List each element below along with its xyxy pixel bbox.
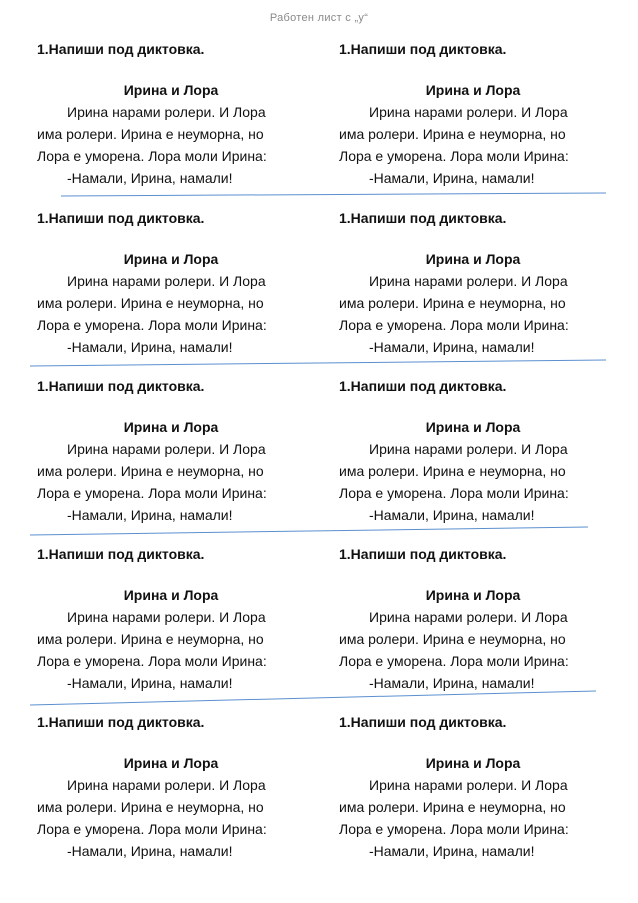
- story-title: Ирина и Лора: [123, 755, 219, 771]
- story-line: Лора е уморена. Лора моли Ирина:: [339, 821, 569, 837]
- story-line: Лора е уморена. Лора моли Ирина:: [339, 653, 569, 669]
- story-text: [37, 606, 305, 694]
- story-title: Ирина и Лора: [123, 251, 219, 267]
- task-heading: 1.Напиши под диктовка.: [37, 546, 205, 562]
- task-heading: 1.Напиши под диктовка.: [37, 41, 205, 57]
- task-heading: 1.Напиши под диктовка.: [37, 714, 205, 730]
- story-title: Ирина и Лора: [123, 587, 219, 603]
- story-line: има ролери. Ирина е неуморна, но: [339, 799, 566, 815]
- story-line: Ирина нарами ролери. И Лора: [67, 273, 266, 289]
- story-line: -Намали, Ирина, намали!: [369, 507, 535, 523]
- task-heading: 1.Напиши под диктовка.: [339, 714, 507, 730]
- story-title: Ирина и Лора: [425, 419, 521, 435]
- dictation-block: [339, 545, 607, 694]
- story-line: Ирина нарами ролери. И Лора: [369, 104, 568, 120]
- story-line: има ролери. Ирина е неуморна, но: [37, 126, 264, 142]
- story-line: Лора е уморена. Лора моли Ирина:: [37, 653, 267, 669]
- story-line: Ирина нарами ролери. И Лора: [369, 777, 568, 793]
- story-text: [339, 774, 607, 862]
- story-line: -Намали, Ирина, намали!: [67, 843, 233, 859]
- worksheet-row: [0, 40, 638, 208]
- dictation-block: [339, 40, 607, 189]
- story-line: Лора е уморена. Лора моли Ирина:: [37, 148, 267, 164]
- dictation-block: [339, 209, 607, 358]
- story-text: [37, 438, 305, 526]
- dictation-block: [339, 377, 607, 526]
- story-line: Ирина нарами ролери. И Лора: [67, 777, 266, 793]
- story-line: Лора е уморена. Лора моли Ирина:: [339, 485, 569, 501]
- story-line: Лора е уморена. Лора моли Ирина:: [339, 317, 569, 333]
- story-line: -Намали, Ирина, намали!: [369, 675, 535, 691]
- story-line: има ролери. Ирина е неуморна, но: [339, 631, 566, 647]
- story-line: има ролери. Ирина е неуморна, но: [37, 631, 264, 647]
- task-heading: 1.Напиши под диктовка.: [339, 41, 507, 57]
- story-line: -Намали, Ирина, намали!: [67, 339, 233, 355]
- story-line: -Намали, Ирина, намали!: [369, 170, 535, 186]
- story-line: Ирина нарами ролери. И Лора: [369, 273, 568, 289]
- story-line: има ролери. Ирина е неуморна, но: [37, 799, 264, 815]
- story-line: -Намали, Ирина, намали!: [369, 339, 535, 355]
- story-line: има ролери. Ирина е неуморна, но: [339, 463, 566, 479]
- dictation-block: [37, 40, 305, 189]
- story-line: има ролери. Ирина е неуморна, но: [339, 295, 566, 311]
- story-line: Ирина нарами ролери. И Лора: [67, 104, 266, 120]
- worksheet-row: [0, 377, 638, 545]
- story-line: Ирина нарами ролери. И Лора: [67, 441, 266, 457]
- story-text: [37, 270, 305, 358]
- worksheet-row: [0, 545, 638, 713]
- story-line: има ролери. Ирина е неуморна, но: [37, 463, 264, 479]
- story-line: Ирина нарами ролери. И Лора: [369, 441, 568, 457]
- story-line: Лора е уморена. Лора моли Ирина:: [37, 821, 267, 837]
- story-text: [339, 606, 607, 694]
- story-line: Ирина нарами ролери. И Лора: [67, 609, 266, 625]
- story-title: Ирина и Лора: [425, 251, 521, 267]
- dictation-block: [37, 377, 305, 526]
- story-line: -Намали, Ирина, намали!: [67, 170, 233, 186]
- worksheet-row: [0, 713, 638, 881]
- worksheet-header: Работен лист с „у“: [269, 12, 369, 24]
- story-line: Лора е уморена. Лора моли Ирина:: [339, 148, 569, 164]
- task-heading: 1.Напиши под диктовка.: [339, 546, 507, 562]
- story-title: Ирина и Лора: [123, 82, 219, 98]
- story-line: има ролери. Ирина е неуморна, но: [37, 295, 264, 311]
- story-title: Ирина и Лора: [123, 419, 219, 435]
- story-line: -Намали, Ирина, намали!: [67, 507, 233, 523]
- dictation-block: [37, 545, 305, 694]
- worksheet-row: [0, 209, 638, 377]
- story-line: -Намали, Ирина, намали!: [369, 843, 535, 859]
- story-title: Ирина и Лора: [425, 82, 521, 98]
- story-text: [37, 101, 305, 189]
- story-line: има ролери. Ирина е неуморна, но: [339, 126, 566, 142]
- story-title: Ирина и Лора: [425, 587, 521, 603]
- story-text: [37, 774, 305, 862]
- story-text: [339, 101, 607, 189]
- dictation-block: [37, 713, 305, 862]
- story-text: [339, 270, 607, 358]
- story-line: Лора е уморена. Лора моли Ирина:: [37, 485, 267, 501]
- story-line: -Намали, Ирина, намали!: [67, 675, 233, 691]
- story-title: Ирина и Лора: [425, 755, 521, 771]
- story-line: Лора е уморена. Лора моли Ирина:: [37, 317, 267, 333]
- story-text: [339, 438, 607, 526]
- story-line: Ирина нарами ролери. И Лора: [369, 609, 568, 625]
- task-heading: 1.Напиши под диктовка.: [339, 378, 507, 394]
- task-heading: 1.Напиши под диктовка.: [37, 378, 205, 394]
- task-heading: 1.Напиши под диктовка.: [339, 210, 507, 226]
- task-heading: 1.Напиши под диктовка.: [37, 210, 205, 226]
- dictation-block: [37, 209, 305, 358]
- dictation-block: [339, 713, 607, 862]
